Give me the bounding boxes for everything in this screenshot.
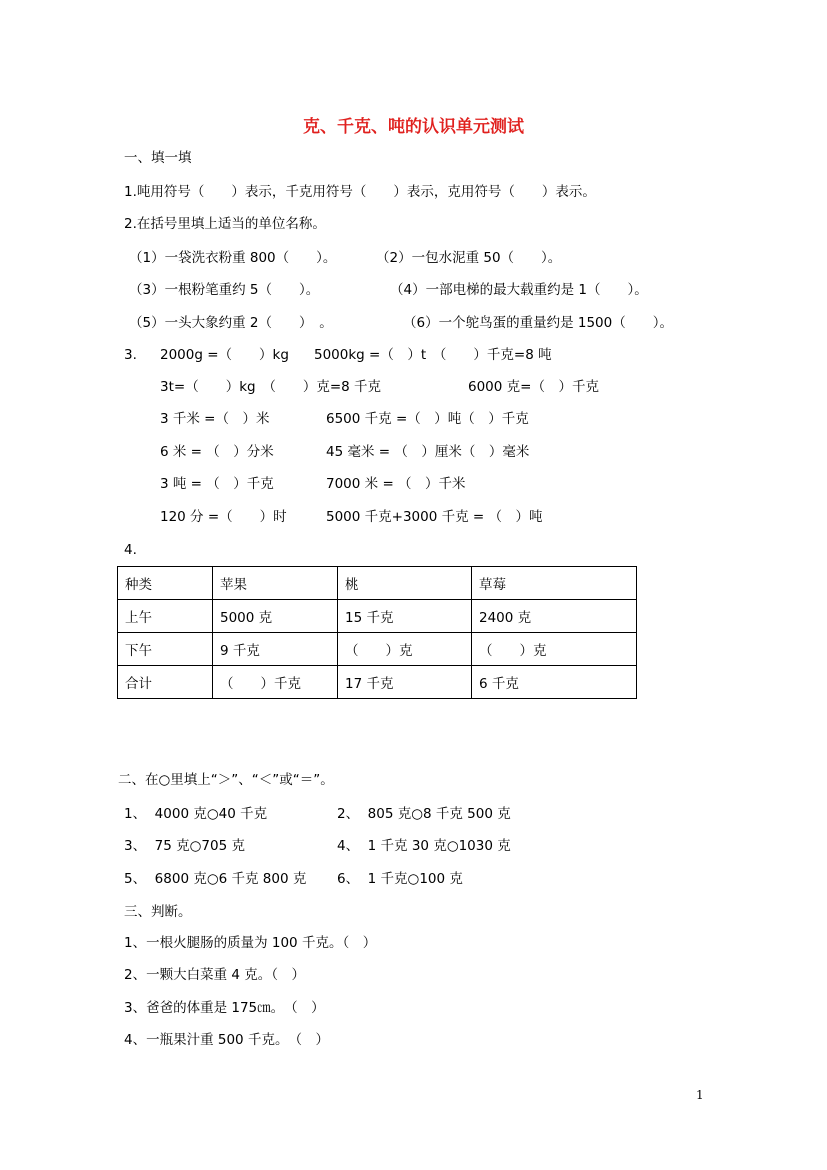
question-2-item: （2）一包水泥重 50（ ）。 bbox=[376, 250, 562, 266]
table-cell: 上午 bbox=[118, 600, 213, 633]
question-2-item: （1）一袋洗衣粉重 800（ ）。 bbox=[129, 250, 337, 266]
question-2-item: （4）一部电梯的最大载重约是 1（ ）。 bbox=[390, 282, 648, 298]
table-cell: 合计 bbox=[118, 666, 213, 699]
table-cell: 15 千克 bbox=[338, 600, 472, 633]
table-cell: 6 千克 bbox=[472, 666, 637, 699]
question-3-item: 6000 克=（ ）千克 bbox=[468, 379, 599, 395]
question-3-item: 6 米 = （ ）分米 bbox=[160, 444, 274, 460]
question-3-item: 120 分 =（ ）时 bbox=[160, 509, 287, 525]
page-title: 克、千克、吨的认识单元测试 bbox=[303, 117, 524, 137]
table-header-cell: 苹果 bbox=[213, 567, 338, 600]
table-row bbox=[118, 666, 637, 699]
table-header-cell: 桃 bbox=[338, 567, 472, 600]
table-cell: 9 千克 bbox=[213, 633, 338, 666]
table-row bbox=[118, 633, 637, 666]
judge-item: 3、爸爸的体重是 175㎝。 （ ） bbox=[124, 1000, 325, 1016]
table-header-row bbox=[118, 567, 637, 600]
section3-heading: 三、判断。 bbox=[124, 904, 192, 920]
question-3-item: 6500 千克 =（ ）吨（ ）千克 bbox=[326, 411, 529, 427]
table-cell: 2400 克 bbox=[472, 600, 637, 633]
question-3-item: 2000g =（ ）kg bbox=[160, 347, 289, 363]
question-2-item: （3）一根粉笔重约 5（ ）。 bbox=[129, 282, 320, 298]
section1-heading: 一、填一填 bbox=[124, 150, 192, 166]
table-cell: （ ）克 bbox=[338, 633, 472, 666]
question-3-item: 3 千米 =（ ）米 bbox=[160, 411, 270, 427]
judge-item: 4、一瓶果汁重 500 千克。 （ ） bbox=[124, 1032, 329, 1048]
compare-item: 3、 75 克○705 克 bbox=[124, 838, 245, 854]
question-3-item: 5000 千克+3000 千克 = （ ）吨 bbox=[326, 509, 543, 525]
question-3-item: 3t=（ ）kg （ ）克=8 千克 bbox=[160, 379, 382, 395]
table-cell: （ ）千克 bbox=[213, 666, 338, 699]
table-cell: 下午 bbox=[118, 633, 213, 666]
judge-item: 2、一颗大白菜重 4 克。（ ） bbox=[124, 967, 306, 983]
question-3-item: 5000kg =（ ）t （ ）千克=8 吨 bbox=[314, 347, 552, 363]
question-3-item: 45 毫米 = （ ）厘米（ ）毫米 bbox=[326, 444, 530, 460]
question-3-label: 3. bbox=[124, 347, 137, 363]
table-cell: （ ）克 bbox=[472, 633, 637, 666]
table-cell: 17 千克 bbox=[338, 666, 472, 699]
section2-heading: 二、在○里填上“＞”、“＜”或“＝”。 bbox=[118, 772, 334, 788]
compare-item: 4、 1 千克 30 克○1030 克 bbox=[337, 838, 511, 854]
page-number: 1 bbox=[696, 1088, 704, 1102]
question-2: 2.在括号里填上适当的单位名称。 bbox=[124, 216, 326, 232]
question-4-label: 4. bbox=[124, 542, 137, 558]
table-cell: 5000 克 bbox=[213, 600, 338, 633]
table-row bbox=[118, 600, 637, 633]
question-3-item: 3 吨 = （ ）千克 bbox=[160, 476, 274, 492]
table-header-cell: 草莓 bbox=[472, 567, 637, 600]
compare-item: 2、 805 克○8 千克 500 克 bbox=[337, 806, 511, 822]
question-2-item: （6）一个鸵鸟蛋的重量约是 1500（ ）。 bbox=[403, 315, 673, 331]
judge-item: 1、一根火腿肠的质量为 100 千克。（ ） bbox=[124, 935, 377, 951]
question-3-item: 7000 米 = （ ）千米 bbox=[326, 476, 466, 492]
table-header-cell: 种类 bbox=[118, 567, 213, 600]
question-2-item: （5）一头大象约重 2（ ） 。 bbox=[129, 315, 333, 331]
compare-item: 1、 4000 克○40 千克 bbox=[124, 806, 268, 822]
weights-table bbox=[117, 566, 637, 699]
compare-item: 5、 6800 克○6 千克 800 克 bbox=[124, 871, 307, 887]
question-1: 1.吨用符号（ ）表示，千克用符号（ ）表示，克用符号（ ）表示。 bbox=[124, 184, 596, 200]
compare-item: 6、 1 千克○100 克 bbox=[337, 871, 463, 887]
